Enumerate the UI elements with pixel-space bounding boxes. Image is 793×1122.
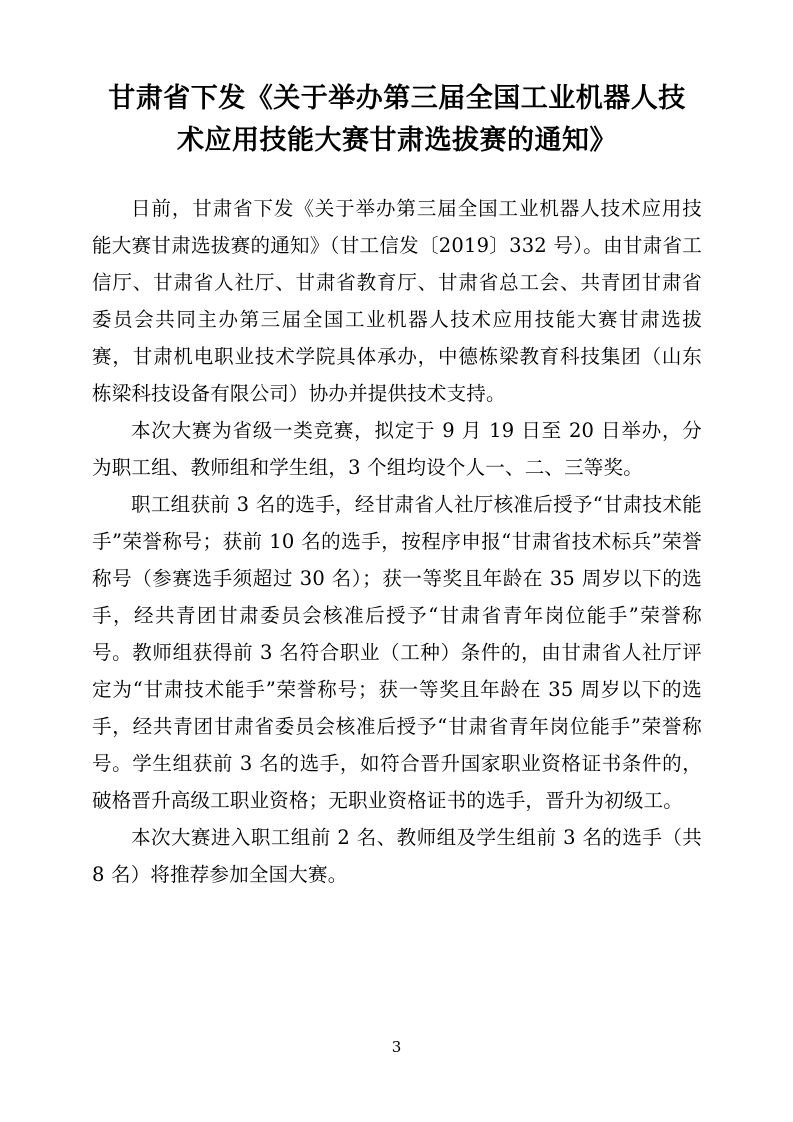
document-body	[92, 190, 702, 893]
page-number: 3	[391, 1038, 402, 1056]
paragraph-1: 日前，甘肃省下发《关于举办第三届全国工业机器人技术应用技能大赛甘肃选拔赛的通知》（甘工信发〔2019〕332 号）。由甘肃省工信厅、甘肃省人社厅、甘肃省教育厅、甘肃省总工会、共青团甘肃省委员会共同主办第三届全国工业机器人技术应用技能大赛甘肃选拔赛，甘肃机电职业技术学院具体承办，中德栋梁教育科技集团（山东栋梁科技设备有限公司）协办并提供技术支持。	[92, 197, 702, 405]
paragraph-3: 职工组获前 3 名的选手，经甘肃省人社厅核准后授予“甘肃技术能手”荣誉称号；获前 10 名的选手，按程序申报“甘肃省技术标兵”荣誉称号（参赛选手须超过 30 名）；获一等奖且年龄在 35 周岁以下的选手，经共青团甘肃委员会核准后授予“甘肃省青年岗位能手”荣誉称号。教师组获得前 3 名符合职业（工种）条件的，由甘肃省人社厅评定为“甘肃技术能手”荣誉称号；获一等奖且年龄在 35 周岁以下的选手，经共青团甘肃省委员会核准后授予“甘肃省青年岗位能手”荣誉称号。学生组获前 3 名的选手，如符合晋升国家职业资格证书条件的，破格晋升高级工职业资格；无职业资格证书的选手，晋升为初级工。	[92, 493, 702, 812]
paragraph-2: 本次大赛为省级一类竞赛，拟定于 9 月 19 日至 20 日举办，分为职工组、教师组和学生组，3 个组均设个人一、二、三等奖。	[92, 419, 702, 479]
page-title: 甘肃省下发《关于举办第三届全国工业机器人技术应用技能大赛甘肃选拔赛的通知》	[108, 83, 686, 156]
page-content	[92, 78, 702, 893]
paragraph-4: 本次大赛进入职工组前 2 名、教师组及学生组前 3 名的选手（共 8 名）将推荐参加全国大赛。	[92, 826, 702, 886]
